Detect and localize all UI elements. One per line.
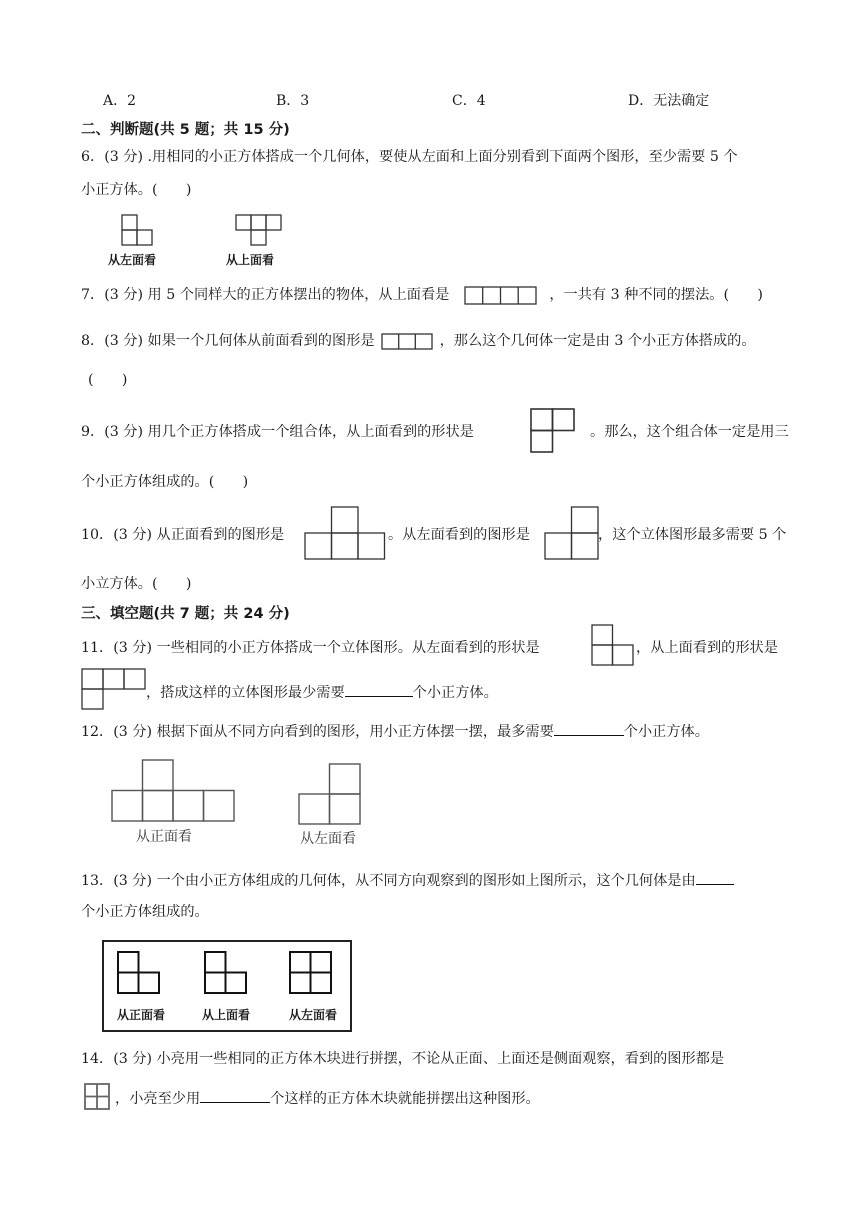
q8-line2: ( ) [88,372,128,388]
q8-text-before: 8．(3 分) 如果一个几何体从前面看到的图形是 [81,333,375,349]
q13-line2: 个小正方体组成的。 [81,904,209,920]
q13-caption-top: 从上面看 [202,1008,251,1022]
q7-text-after: ，一共有 3 种不同的摆法。( ) [549,287,763,303]
q11-line2-end: 个小正方体。 [412,685,498,701]
q11-top-view-figure [81,668,147,710]
q14-line2-text: ，小亮至少用 [115,1091,201,1107]
q11-line2 [146,682,498,702]
q12-line [81,721,709,742]
q13-front-view-figure [117,951,161,995]
q7-four-squares-figure [464,286,537,305]
q14-line2-end: 个这样的正方体木块就能拼摆出这种图形。 [270,1091,540,1107]
q11-line2-text: ，搭成这样的立体图形最少需要 [146,685,345,701]
q6-caption-left: 从左面看 [108,253,157,267]
q10-left-view-figure [544,506,600,560]
option-b: B．3 [276,93,310,109]
q7-line [81,285,763,305]
q9-line2: 个小正方体组成的。( ) [81,474,249,490]
option-d: D．无法确定 [628,93,710,109]
q13-caption-front: 从正面看 [117,1008,166,1022]
option-c: C．4 [452,93,486,109]
q9-l-shape-figure [530,408,576,454]
q13-line1 [81,870,734,891]
q6-line1: 6．(3 分) .用相同的小正方体搭成一个几何体，要使从左面和上面分别看到下面两个图形，至少需要 5 个 [81,149,738,165]
q10-text-before: 10．(3 分) 从正面看到的图形是 [81,527,285,543]
q8-three-squares-figure [381,333,433,350]
q6-line2: 小正方体。( ) [81,182,192,198]
q8-text-after: ，那么这个几何体一定是由 3 个小正方体搭成的。 [439,333,756,349]
q8-line [81,331,756,351]
q6-caption-top: 从上面看 [226,253,275,267]
q14-line2 [115,1088,540,1108]
q10-text-mid: 。从左面看到的图形是 [388,527,530,543]
q13-answer-blank[interactable] [696,870,734,885]
q9-text-before: 9．(3 分) 用几个正方体搭成一个组合体，从上面看到的形状是 [81,424,474,440]
q13-top-view-figure [204,951,248,995]
q13-caption-left: 从左面看 [289,1008,338,1022]
q12-caption-front: 从正面看 [136,829,192,845]
option-a: A．2 [103,93,137,109]
section-title-fill-blank: 三、填空题(共 7 题；共 24 分) [81,606,290,622]
q12-answer-blank[interactable] [554,721,624,736]
q11-text-before: 11．(3 分) 一些相同的小正方体搭成一个立体图形。从左面看到的形状是 [81,640,540,656]
q6-left-view-figure [121,214,155,246]
q9-text-after: 。那么，这个组合体一定是用三 [590,424,789,440]
q13-line1-text: 13．(3 分) 一个由小正方体组成的几何体，从不同方向观察到的图形如上图所示，这个几何体是由 [81,873,696,889]
q12-text-before: 12．(3 分) 根据下面从不同方向看到的图形，用小正方体摆一摆，最多需要 [81,724,554,740]
q10-line2: 小立方体。( ) [81,576,192,592]
q14-line1: 14．(3 分) 小亮用一些相同的正方体木块进行拼摆，不论从正面、上面还是侧面观察，看到的图形都是 [81,1051,725,1067]
q7-text-before: 7．(3 分) 用 5 个同样大的正方体摆出的物体，从上面看是 [81,287,450,303]
q12-front-view-figure [111,759,235,823]
q11-text-after: ，从上面看到的形状是 [636,640,778,656]
q11-answer-blank[interactable] [345,682,413,697]
q11-left-view-figure [591,624,635,666]
q12-left-view-figure [298,763,362,825]
q10-front-view-figure [304,506,386,560]
q12-caption-left: 从左面看 [300,831,356,847]
q14-two-by-two-figure [84,1083,110,1110]
q14-answer-blank[interactable] [200,1088,270,1103]
q12-text-after: 个小正方体。 [623,724,709,740]
q6-top-view-figure [235,214,283,246]
section-title-judgment: 二、判断题(共 5 题；共 15 分) [81,122,290,138]
q10-text-after: ，这个立体图形最多需要 5 个 [598,527,787,543]
q13-left-view-figure [289,951,333,995]
